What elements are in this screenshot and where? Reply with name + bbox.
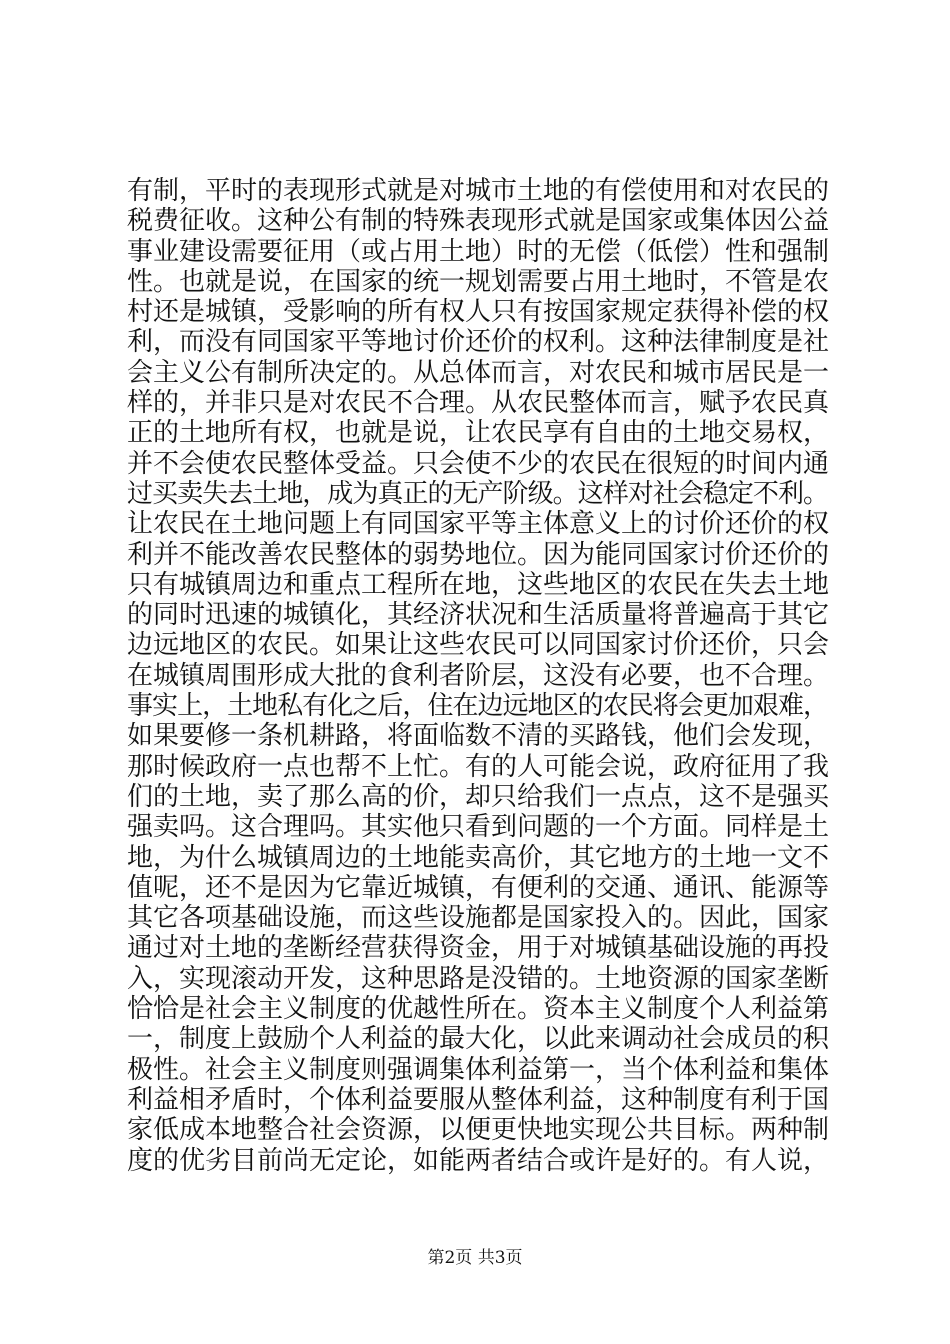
- text-line: 利并不能改善农民整体的弱势地位。因为能同国家讨价还价的: [127, 539, 829, 570]
- text-line: 并不会使农民整体受益。只会使不少的农民在很短的时间内通: [127, 448, 829, 479]
- text-line: 过买卖失去土地，成为真正的无产阶级。这样对社会稳定不利。: [127, 478, 829, 509]
- text-line: 会主义公有制所决定的。从总体而言，对农民和城市居民是一: [127, 357, 829, 388]
- text-line: 极性。社会主义制度则强调集体利益第一，当个体利益和集体: [127, 1054, 829, 1085]
- text-line: 村还是城镇，受影响的所有权人只有按国家规定获得补偿的权: [127, 297, 829, 328]
- text-line: 家低成本地整合社会资源，以便更快地实现公共目标。两种制: [127, 1115, 829, 1146]
- text-line: 性。也就是说，在国家的统一规划需要占用土地时，不管是农: [127, 266, 829, 297]
- text-line: 样的，并非只是对农民不合理。从农民整体而言，赋予农民真: [127, 388, 829, 419]
- text-line: 事实上，土地私有化之后，住在边远地区的农民将会更加艰难，: [127, 691, 829, 722]
- text-line: 边远地区的农民。如果让这些农民可以同国家讨价还价，只会: [127, 630, 829, 661]
- text-line: 恰恰是社会主义制度的优越性所在。资本主义制度个人利益第: [127, 994, 829, 1025]
- text-line: 强卖吗。这合理吗。其实他只看到问题的一个方面。同样是土: [127, 812, 829, 843]
- text-line: 一，制度上鼓励个人利益的最大化，以此来调动社会成员的积: [127, 1024, 829, 1055]
- text-line: 只有城镇周边和重点工程所在地，这些地区的农民在失去土地: [127, 569, 829, 600]
- body-text: [127, 176, 829, 1176]
- text-line: 那时候政府一点也帮不上忙。有的人可能会说，政府征用了我: [127, 751, 829, 782]
- text-line: 值呢，还不是因为它靠近城镇，有便利的交通、通讯、能源等: [127, 872, 829, 903]
- text-line: 们的土地，卖了那么高的价，却只给我们一点点，这不是强买: [127, 781, 829, 812]
- text-line: 通过对土地的垄断经营获得资金，用于对城镇基础设施的再投: [127, 933, 829, 964]
- text-line: 地，为什么城镇周边的土地能卖高价，其它地方的土地一文不: [127, 842, 829, 873]
- text-line: 在城镇周围形成大批的食利者阶层，这没有必要，也不合理。: [127, 660, 829, 691]
- text-line: 让农民在土地问题上有同国家平等主体意义上的讨价还价的权: [127, 509, 829, 540]
- text-line: 有制，平时的表现形式就是对城市土地的有偿使用和对农民的: [127, 176, 829, 206]
- page-footer: 第2页 共3页: [427, 1248, 523, 1268]
- text-line: 事业建设需要征用（或占用土地）时的无偿（低偿）性和强制: [127, 236, 829, 267]
- text-line: 税费征收。这种公有制的特殊表现形式就是国家或集体因公益: [127, 206, 829, 237]
- text-line: 的同时迅速的城镇化，其经济状况和生活质量将普遍高于其它: [127, 600, 829, 631]
- text-line: 利益相矛盾时，个体利益要服从整体利益，这种制度有利于国: [127, 1084, 829, 1115]
- text-line: 度的优劣目前尚无定论，如能两者结合或许是好的。有人说，: [127, 1145, 829, 1176]
- text-line: 入，实现滚动开发，这种思路是没错的。土地资源的国家垄断: [127, 963, 829, 994]
- text-line: 其它各项基础设施，而这些设施都是国家投入的。因此，国家: [127, 903, 829, 934]
- text-line: 正的土地所有权，也就是说，让农民享有自由的土地交易权，: [127, 418, 829, 449]
- text-line: 如果要修一条机耕路，将面临数不清的买路钱，他们会发现，: [127, 721, 829, 752]
- text-line: 利，而没有同国家平等地讨价还价的权利。这种法律制度是社: [127, 327, 829, 358]
